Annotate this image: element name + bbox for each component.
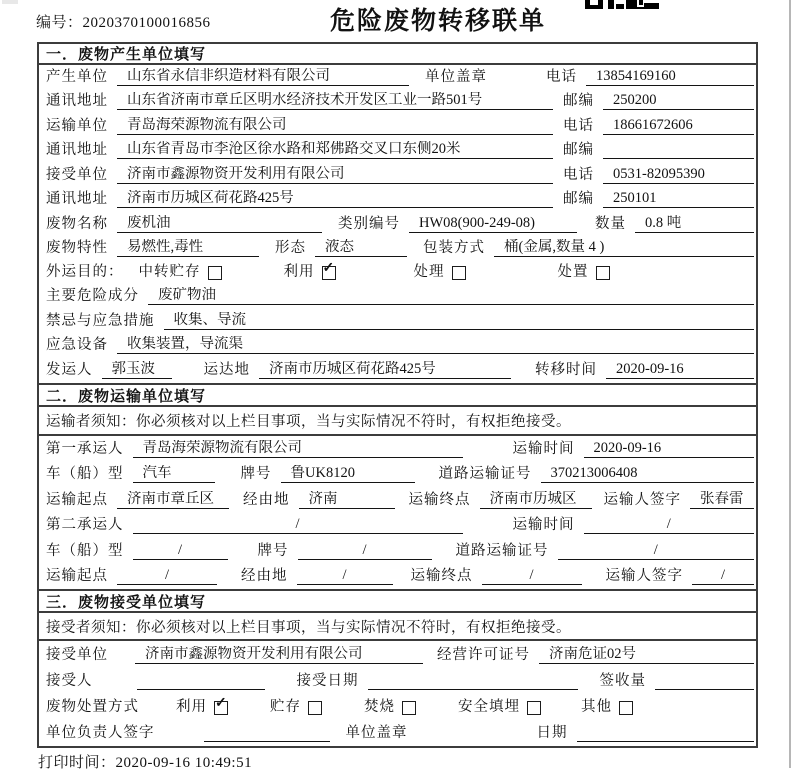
accept-date-value [368, 673, 578, 690]
purpose-option-utilize [283, 260, 336, 281]
transfer-time-label: 转移时间 [535, 361, 597, 378]
purpose-option-treat [414, 264, 466, 281]
acceptor-value [137, 673, 265, 690]
carrier1-label: 第一承运人 [46, 440, 124, 457]
purpose-option-treat-label: 处理 [413, 263, 445, 280]
received-qty-label: 签收量 [599, 673, 646, 689]
vehicle1-plate-label: 牌号 [240, 466, 272, 482]
waste-qty-value: 0.8 吨 [635, 215, 754, 233]
shipper-value: 郭玉波 [102, 361, 172, 379]
waste-form-value: 液态 [315, 239, 407, 257]
transporter-phone-value: 18661672606 [603, 117, 754, 135]
carrier1-time-label: 运输时间 [512, 440, 575, 457]
producer-phone-value: 13854169160 [586, 68, 754, 86]
vehicle1-permit-value: 370213006408 [541, 465, 755, 483]
waste-props-label: 废物特性 [46, 240, 108, 257]
vehicle1-value: 汽车 [133, 465, 215, 483]
row-hazard [39, 285, 756, 310]
carrier2-time-value: / [584, 516, 755, 534]
signature-label: 单位负责人签字 [46, 725, 155, 741]
disposal-utilize-checkbox [214, 696, 228, 715]
disposal-option-landfill [458, 699, 541, 716]
vehicle2-value: / [133, 542, 228, 560]
shipper-dest-value: 济南市历城区荷花路425号 [259, 361, 511, 379]
page-edge-line [789, 0, 791, 768]
purpose-treat-checkbox [452, 266, 466, 280]
receiver-zip-label: 邮编 [563, 191, 594, 208]
row-receive-unit [39, 641, 756, 668]
waste-pack-value: 桶(金属,数量 4 ) [494, 239, 754, 257]
checkbox-mark: ✓ [215, 696, 227, 711]
disposal-landfill-checkbox [527, 701, 541, 715]
waste-name-value: 废机油 [117, 215, 322, 233]
waste-qty-label: 数量 [595, 215, 626, 232]
receiver-address-value: 济南市历城区荷花路425号 [117, 190, 553, 208]
waste-props-value: 易燃性,毒性 [117, 239, 259, 257]
disposal-option-incinerate-label: 焚烧 [364, 699, 395, 715]
producer-label: 产生单位 [46, 68, 108, 85]
vehicle1-permit-label: 道路运输证号 [438, 466, 532, 482]
purpose-transfer-checkbox [208, 266, 222, 280]
row-route2 [39, 564, 756, 590]
receiver-zip-value: 250101 [603, 190, 754, 208]
purpose-option-dispose-label: 处置 [557, 263, 589, 280]
row-signature [39, 720, 756, 746]
qr-code-fragment [585, 0, 665, 10]
unit-stamp-label: 单位盖章 [345, 725, 408, 741]
document-number-value: 2020370100016856 [82, 15, 211, 31]
row-waste-name [39, 212, 756, 237]
receiver-value: 济南市鑫源物资开发利用有限公司 [117, 166, 553, 184]
disposal-incinerate-checkbox [402, 701, 416, 715]
transfer-time-value: 2020-09-16 [606, 361, 754, 379]
disposal-other-checkbox [619, 701, 633, 715]
route1-via-label: 经由地 [243, 491, 290, 508]
route1-end-value: 济南市历城区 [480, 491, 592, 509]
transporter-address-label: 通讯地址 [46, 142, 108, 159]
receiver-label: 接受单位 [46, 166, 108, 183]
print-time-value: 2020-09-16 10:49:51 [115, 755, 253, 771]
section1-rows [39, 65, 756, 383]
vehicle1-plate-value: 鲁UK8120 [281, 465, 415, 483]
section3-notice: 接受者须知：你必须核对以上栏目事项，当与实际情况不符时，有权拒绝接受。 [39, 613, 756, 641]
received-qty-value [655, 673, 754, 690]
transporter-value: 青岛海荣源物流有限公司 [117, 117, 553, 135]
row-transporter-address [39, 139, 756, 164]
waste-pack-label: 包装方式 [423, 240, 485, 257]
carrier1-value: 青岛海荣源物流有限公司 [133, 440, 463, 458]
producer-address-value: 山东省济南市章丘区明水经济技术开发区工业一路501号 [117, 92, 553, 110]
purpose-utilize-checkbox [322, 260, 336, 280]
section2-title: 二．废物运输单位填写 [39, 383, 756, 407]
transporter-phone-label: 电话 [563, 117, 594, 134]
acceptor-label: 接受人 [46, 673, 93, 689]
print-time-label: 打印时间： [38, 755, 116, 771]
row-carrier1 [39, 436, 756, 462]
route2-via-label: 经由地 [241, 568, 288, 584]
checkbox-mark: ✓ [322, 260, 335, 276]
accept-date-label: 接受日期 [296, 673, 359, 689]
carrier2-time-label: 运输时间 [512, 517, 575, 533]
row-vehicle1 [39, 462, 756, 488]
shipper-label: 发运人 [46, 361, 93, 378]
disposal-option-other-label: 其他 [581, 699, 612, 715]
equipment-value: 收集装置，导流渠 [117, 336, 754, 354]
carrier2-label: 第二承运人 [46, 517, 124, 533]
purpose-option-utilize-label: 利用 [283, 263, 315, 280]
purpose-label: 外运目的： [46, 263, 124, 280]
manifest-form [37, 42, 758, 748]
carrier2-value: / [133, 516, 463, 534]
row-taboo [39, 309, 756, 334]
disposal-option-store-label: 贮存 [270, 699, 301, 715]
receiver-address-label: 通讯地址 [46, 191, 108, 208]
row-disposal [39, 694, 756, 720]
disposal-store-checkbox [308, 701, 322, 715]
hazard-label: 主要危险成分 [46, 288, 139, 305]
waste-form-label: 形态 [275, 240, 306, 257]
license-label: 经营许可证号 [437, 647, 530, 663]
transporter-label: 运输单位 [46, 117, 108, 134]
print-time [38, 751, 252, 772]
disposal-label: 废物处置方式 [46, 699, 139, 715]
row-equipment [39, 334, 756, 359]
purpose-dispose-checkbox [596, 266, 610, 280]
producer-phone-label: 电话 [546, 68, 577, 85]
route2-start-label: 运输起点 [46, 568, 108, 584]
row-waste-props [39, 237, 756, 262]
hazard-value: 废矿物油 [148, 287, 754, 305]
receiver-phone-value: 0531-82095390 [603, 166, 754, 184]
route1-start-label: 运输起点 [46, 491, 108, 508]
producer-address-label: 通讯地址 [46, 93, 108, 110]
date-value [577, 725, 755, 742]
license-value: 济南危证02号 [539, 646, 754, 664]
producer-zip-value: 250200 [603, 92, 754, 110]
producer-value: 山东省永信非织造材料有限公司 [117, 68, 409, 86]
receive-unit-value: 济南市鑫源物资开发利用有限公司 [135, 646, 423, 664]
vehicle2-permit-label: 道路运输证号 [455, 542, 549, 559]
disposal-option-utilize [176, 696, 228, 716]
disposal-option-store [270, 699, 322, 716]
disposal-option-incinerate [364, 699, 416, 716]
row-purpose [39, 261, 756, 285]
row-producer [39, 65, 756, 90]
row-transporter [39, 114, 756, 139]
producer-stamp-label: 单位盖章 [425, 68, 487, 85]
signature-value [204, 725, 330, 742]
route2-sign-label: 运输人签字 [605, 568, 683, 584]
disposal-option-other [581, 699, 633, 716]
row-receiver [39, 163, 756, 188]
section2-rows [39, 436, 756, 589]
vehicle2-plate-value: / [298, 542, 432, 560]
row-producer-address [39, 90, 756, 115]
route1-sign-label: 运输人签字 [603, 491, 681, 508]
purpose-option-dispose [558, 264, 610, 281]
vehicle1-label: 车（船）型 [46, 466, 124, 482]
disposal-option-utilize-label: 利用 [176, 699, 207, 715]
section3-title: 三．废物接受单位填写 [39, 589, 756, 613]
row-route1 [39, 487, 756, 513]
waste-name-label: 废物名称 [46, 215, 108, 232]
vehicle2-plate-label: 牌号 [257, 542, 289, 559]
route1-start-value: 济南市章丘区 [117, 491, 229, 509]
document-number [36, 11, 211, 32]
purpose-option-transfer-label: 中转贮存 [138, 263, 201, 280]
transporter-zip-label: 邮编 [563, 142, 594, 159]
receiver-phone-label: 电话 [563, 166, 594, 183]
route2-sign-value: / [692, 567, 754, 585]
section3-rows [39, 641, 756, 746]
row-receiver-address [39, 188, 756, 213]
document-number-label: 编号： [36, 15, 83, 31]
route2-start-value: / [117, 567, 217, 585]
waste-code-value: HW08(900-249-08) [409, 215, 577, 233]
route2-end-value: / [482, 567, 582, 585]
equipment-label: 应急设备 [46, 337, 108, 354]
date-label: 日期 [536, 725, 568, 741]
route1-end-label: 运输终点 [408, 491, 471, 508]
section2-notice: 运输者须知：你必须核对以上栏目事项，当与实际情况不符时，有权拒绝接受。 [39, 407, 756, 436]
page-title: 危险废物转移联单 [329, 8, 547, 35]
scan-artifact [2, 0, 18, 4]
row-carrier2 [39, 513, 756, 539]
producer-zip-label: 邮编 [563, 93, 594, 110]
row-acceptor [39, 668, 756, 694]
route2-via-value: / [297, 567, 393, 585]
route1-via-value: 济南 [299, 491, 395, 509]
carrier1-time-value: 2020-09-16 [584, 440, 755, 458]
purpose-option-transfer [139, 264, 222, 281]
row-shipper [39, 358, 756, 383]
taboo-value: 收集、导流 [164, 312, 755, 330]
shipper-dest-label: 运达地 [203, 361, 250, 378]
transporter-address-value: 山东省青岛市李沧区徐水路和郑佛路交叉口东侧20米 [117, 141, 553, 159]
disposal-option-landfill-label: 安全填埋 [458, 699, 520, 715]
route1-sign-value: 张春雷 [690, 491, 754, 509]
section1-title: 一．废物产生单位填写 [39, 44, 756, 65]
taboo-label: 禁忌与应急措施 [46, 312, 155, 329]
row-vehicle2 [39, 538, 756, 564]
route2-end-label: 运输终点 [410, 568, 473, 584]
vehicle2-permit-value: / [558, 542, 755, 560]
transporter-zip-value [603, 142, 754, 159]
vehicle2-label: 车（船）型 [46, 542, 124, 559]
waste-code-label: 类别编号 [338, 215, 400, 232]
receive-unit-label: 接受单位 [46, 647, 108, 663]
